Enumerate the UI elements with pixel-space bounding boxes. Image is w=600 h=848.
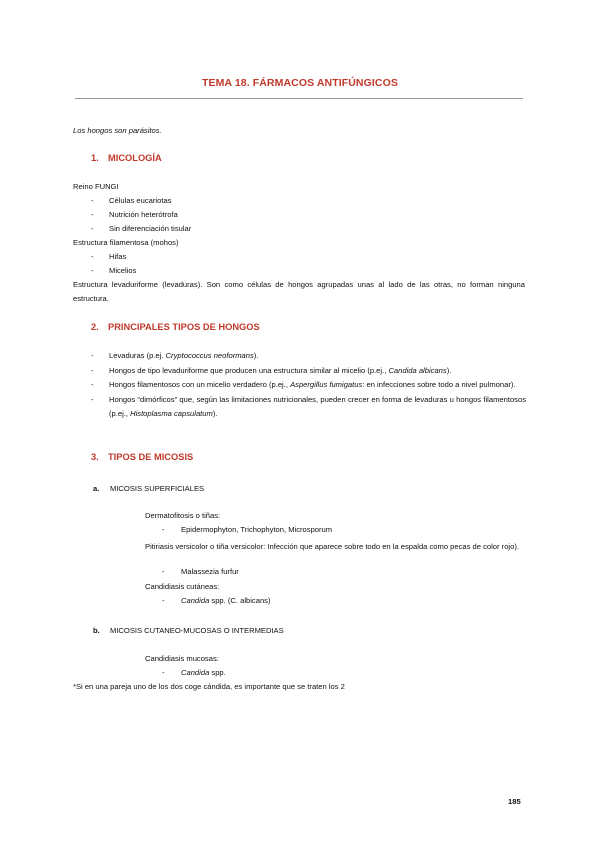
item-text: : en infecciones sobre todo a nivel pulmonar). [362,380,516,389]
list-item [91,364,526,379]
section-1-title: MICOLOGÍA [108,153,162,163]
subsection-b-heading [93,626,284,635]
bullet-dash: - [91,252,94,261]
bullet-dash: - [91,266,94,275]
filamentosa-item: Hifas [109,252,127,261]
dermatofitosis-label: Dermatofitosis o tiñas: [145,511,221,520]
reino-item: Nutrición heterótrofa [109,210,178,219]
item-text: ). [253,351,259,360]
levaduriforme-paragraph: Estructura levaduriforme (levaduras). Son como células de hongos agrupadas unas al lado de las otras, no forman ninguna estructura. [73,280,525,303]
subsection-a-title: MICOSIS SUPERFICIALES [110,484,205,493]
item-text: ). [446,365,452,375]
subsection-b-letter: b. [93,626,100,635]
item-text: Hongos filamentosos con un micelio verdadero (p.ej., [109,380,291,389]
bullet-dash: - [162,567,165,576]
section-2-number: 2. [91,322,99,332]
section-3-number: 3. [91,452,99,462]
bullet-dash: - [162,525,165,534]
title-divider [75,98,523,99]
subsection-b-title: MICOSIS CUTANEO-MUCOSAS O INTERMEDIAS [110,626,284,635]
list-item [91,378,526,393]
species-name: Histoplasma capsulatum [130,409,213,418]
page-number: 185 [508,797,521,806]
page-title: TEMA 18. FÁRMACOS ANTIFÚNGICOS [202,77,398,89]
bullet-dash: - [162,596,165,605]
reino-item: Células eucariotas [109,196,172,205]
intro-text: Los hongos son parásitos. [73,126,162,135]
candidiasis-cutanea-label: Candidiasis cutáneas: [145,582,220,591]
bullet-dash: - [91,365,94,375]
dermatofitosis-item: Epidermophyton, Trichophyton, Microsporum [181,525,333,534]
section-2-heading [91,322,260,332]
reino-item: Sin diferenciación tisular [109,224,192,233]
item-text: ). [212,409,218,418]
filamentosa-item: Micelios [109,266,137,275]
bullet-dash: - [91,210,94,219]
species-name: Cryptococcus neoformans [165,351,254,360]
species-name: Candida [181,668,210,677]
pitiriasis-item: Malassezia furfur [181,567,239,576]
item-text: Hongos de tipo levaduriforme que producen una estructura similar al micelio (p.ej., [109,365,389,375]
bullet-dash: - [91,394,94,404]
item-text: spp. [209,668,226,677]
candidiasis-mucosa-label: Candidiasis mucosas: [145,654,219,663]
section-3-title: TIPOS DE MICOSIS [108,452,194,462]
species-name: Candida albicans [388,365,447,375]
bullet-dash: - [162,668,165,677]
bullet-dash: - [91,196,94,205]
reino-label: Reino FUNGI [73,182,119,191]
pitiriasis-paragraph: Pitiriasis versicolor o tiña versicolor: Infección que aparece sobre todo en la espalda como pecas de color rojo). [145,542,519,551]
subsection-a-heading [93,484,204,493]
candidiasis-mucosa-item [181,668,226,678]
section-2-title: PRINCIPALES TIPOS DE HONGOS [108,322,260,332]
section-1-number: 1. [91,153,99,163]
bullet-dash: - [91,380,94,389]
footnote: *Si en una pareja uno de los dos coge cándida, es importante que se traten los 2 [73,682,345,691]
item-text: spp. (C. albicans) [209,596,271,605]
list-item [91,349,526,364]
list-item [91,393,526,422]
bullet-dash: - [91,224,94,233]
fungi-types-list [91,349,526,422]
section-1-heading [91,153,162,163]
filamentosa-label: Estructura filamentosa (mohos) [73,238,179,247]
candidiasis-cutanea-item [181,596,271,606]
item-text: Levaduras (p.ej. [109,351,166,360]
species-name: Candida [181,596,210,605]
species-name: Aspergillus fumigatus [290,380,363,389]
subsection-a-letter: a. [93,484,100,493]
bullet-dash: - [91,351,94,360]
section-3-heading [91,452,193,462]
item-text: Hongos “dimórficos” que, según las limitaciones nutricionales, pueden crecer en forma de levaduras u hongos filamentosos (p.ej., [109,394,526,418]
